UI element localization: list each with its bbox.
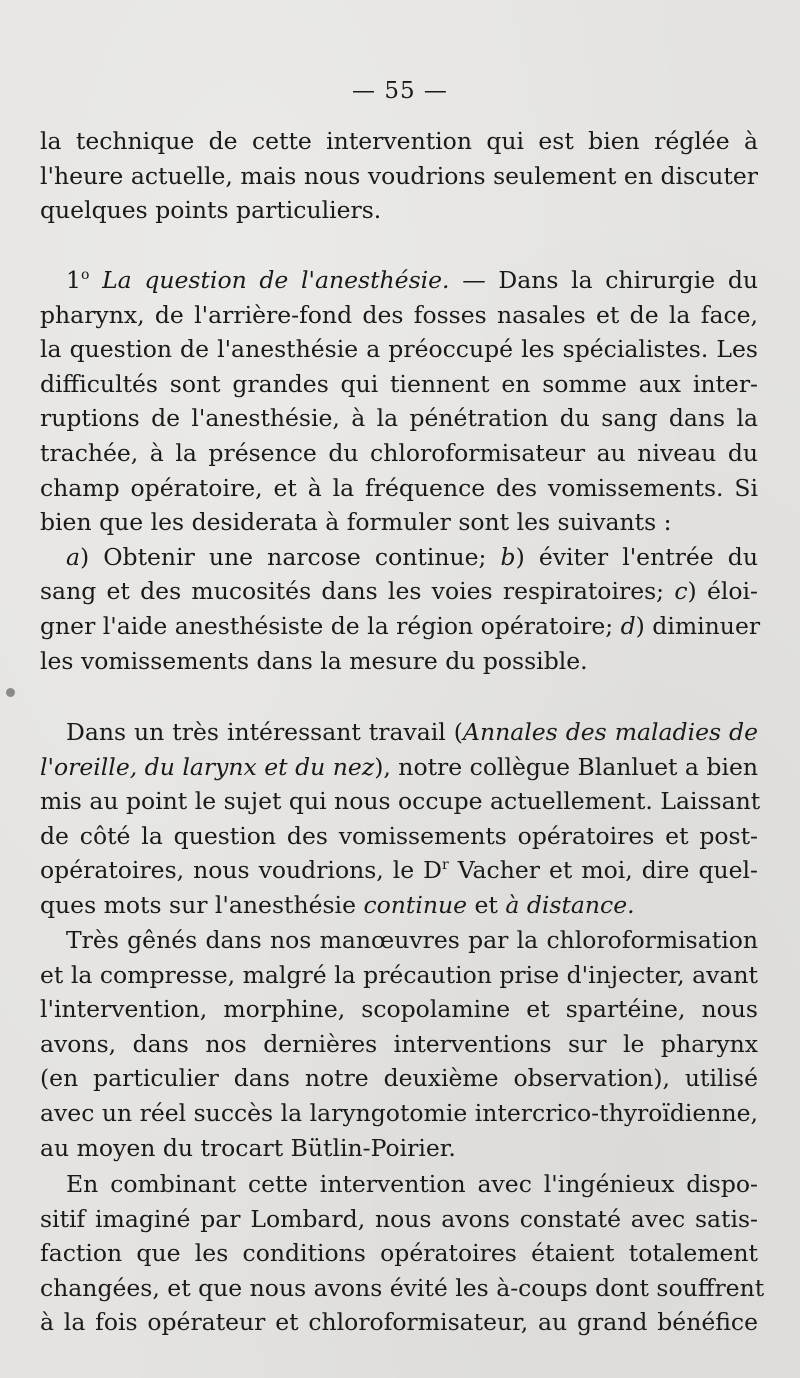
text-line	[40, 888, 758, 923]
text-line: avons, dans nos dernières interventions sur le pharynx	[40, 1029, 758, 1058]
paragraph-laryngotomy	[40, 923, 758, 1165]
citation-title: l'oreille, du larynx et du nez	[40, 752, 375, 781]
paragraph-blanluet	[40, 715, 761, 923]
text-line: ruptions de l'anesthésie, à la pénétration du sang dans la	[40, 404, 758, 433]
margin-spot	[6, 688, 15, 697]
page-number: — 55 —	[352, 78, 448, 104]
text-line: pharynx, de l'arrière-fond des fosses nasales et de la face,	[40, 300, 758, 329]
list-text-c: ) éloi-	[687, 577, 758, 606]
list-label-a: a	[66, 542, 81, 571]
list-text: sang et des mucosités dans les voies respiratoires;	[40, 577, 675, 606]
text-line: difficultés sont grandes qui tiennent en somme aux inter-	[40, 369, 758, 398]
paragraph-intro	[40, 124, 758, 228]
text-line: (en particulier dans notre deuxième observation), utilisé	[40, 1064, 758, 1093]
text-line: trachée, à la présence du chloroformisateur au niveau du	[40, 438, 758, 467]
list-line	[40, 609, 761, 644]
text-segment: ), notre collègue Blanluet a bien	[374, 752, 758, 781]
text-segment: ques mots sur l'anesthésie	[40, 890, 364, 919]
text-line	[40, 715, 758, 750]
paragraph-lombard	[40, 1167, 765, 1340]
list-text: gner l'aide anesthésiste de la région opératoire;	[40, 611, 621, 640]
list-line	[40, 540, 758, 575]
text-line: mis au point le sujet qui nous occupe actuellement. Laissant	[40, 787, 761, 816]
text-line: et la compresse, malgré la précaution prise d'injecter, avant	[40, 960, 758, 989]
text-line: la technique de cette intervention qui est bien réglée à	[40, 127, 758, 155]
list-label-b: b	[500, 542, 516, 571]
text-line: avec un réel succès la laryngotomie intercrico-thyroïdienne,	[40, 1098, 758, 1127]
text-line	[40, 853, 758, 888]
list-line: les vomissements dans la mesure du possible.	[40, 646, 588, 675]
text-line: de côté la question des vomissements opératoires et post-	[40, 821, 758, 850]
text-line: l'intervention, morphine, scopolamine et spartéine, nous	[40, 995, 758, 1024]
list-text-d: ) diminuer	[635, 611, 761, 640]
section-heading-line	[40, 263, 758, 298]
list-label-c: c	[674, 577, 688, 606]
emphasis: à distance.	[505, 890, 635, 919]
text-line: sitif imaginé par Lombard, nous avons constaté avec satis-	[40, 1204, 758, 1233]
list-line	[40, 574, 758, 609]
paragraph-anesthesia-question	[40, 263, 761, 678]
list-text-b: ) éviter l'entrée du	[515, 542, 758, 571]
section-number: 1	[66, 266, 81, 294]
text-line: Très gênés dans nos manœuvres par la chloroformisation	[66, 926, 758, 954]
list-label-d: d	[620, 611, 636, 640]
text-line: au moyen du trocart Bütlin-Poirier.	[40, 1133, 456, 1162]
text-line: la question de l'anesthésie a préoccupé les spécialistes. Les	[40, 335, 758, 364]
text-line: bien que les desiderata à formuler sont les suivants :	[40, 508, 672, 537]
section-number-sup: o	[80, 267, 90, 283]
section-title: La question de l'anesthésie.	[102, 266, 450, 294]
section-heading-rest: — Dans la chirurgie du	[449, 266, 758, 294]
emphasis: continue	[363, 890, 468, 919]
text-line: champ opératoire, et à la fréquence des vomissements. Si	[40, 473, 758, 502]
superscript: r	[442, 857, 449, 874]
text-line: l'heure actuelle, mais nous voudrions seulement en discuter	[40, 161, 758, 190]
text-segment: et	[467, 890, 506, 919]
text-line: changées, et que nous avons évité les à-coups dont souffrent	[40, 1273, 765, 1302]
text-line: quelques points particuliers.	[40, 196, 382, 225]
text-segment: Dans un très intéressant travail (	[66, 718, 463, 746]
text-line	[40, 750, 758, 785]
text-line: En combinant cette intervention avec l'ingénieux dispo-	[66, 1170, 758, 1198]
list-text-a: ) Obtenir une narcose continue;	[80, 542, 501, 571]
text-segment: Vacher et moi, dire quel-	[448, 856, 758, 885]
text-segment: opératoires, nous voudrions, le D	[40, 856, 443, 885]
citation-title: Annales des maladies de	[462, 718, 758, 746]
text-line: faction que les conditions opératoires étaient totalement	[40, 1239, 758, 1268]
text-line: à la fois opérateur et chloroformisateur, au grand bénéfice	[40, 1308, 758, 1337]
